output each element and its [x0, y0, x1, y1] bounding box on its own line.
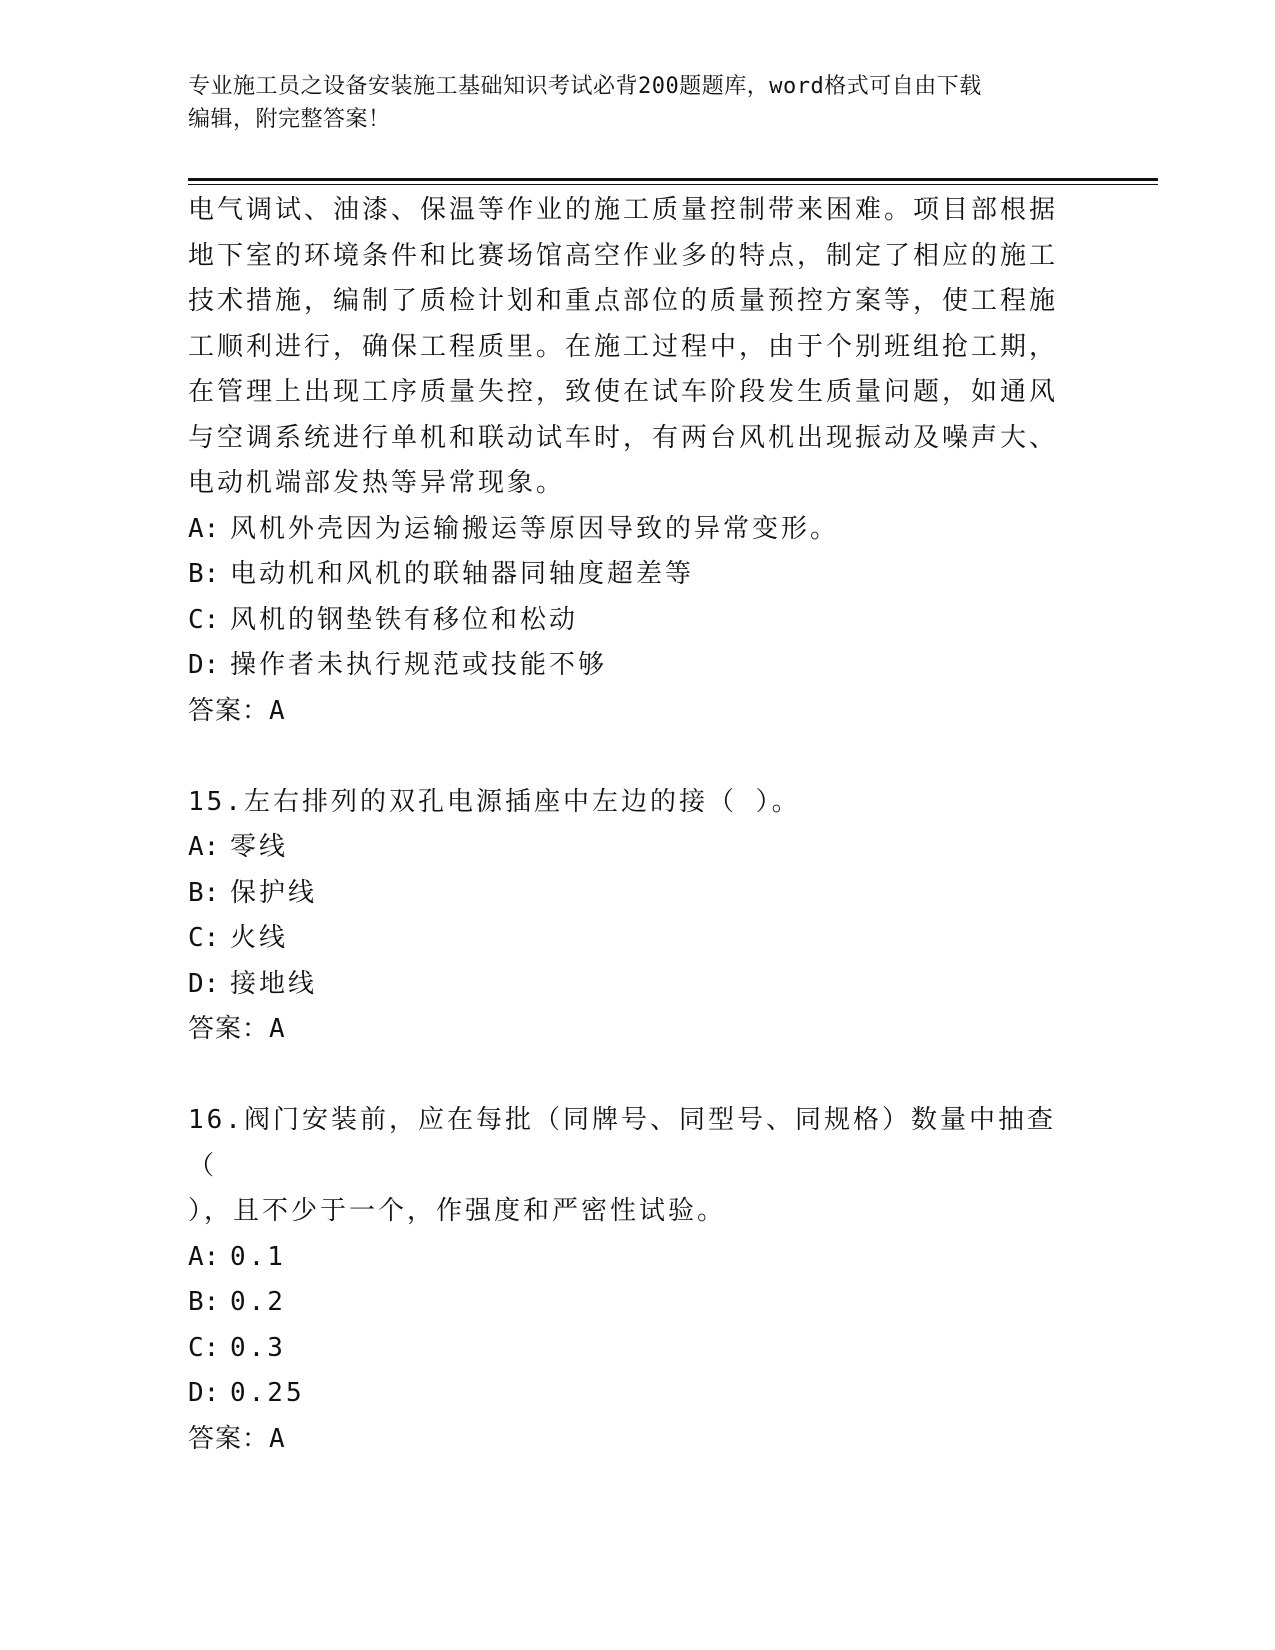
option-text: 操作者未执行规范或技能不够 [230, 650, 608, 680]
question-text-line: 与空调系统进行单机和联动试车时，有两台风机出现振动及噪声大、 [188, 422, 1059, 453]
option-key: B: [188, 877, 220, 908]
option-d [188, 643, 1068, 689]
option-text: 0.2 [230, 1287, 286, 1317]
option-key: C: [188, 923, 220, 953]
header-divider-thick [188, 178, 1158, 181]
option-key: B: [188, 559, 220, 589]
option-b [188, 1280, 1068, 1326]
option-text: 零线 [230, 832, 289, 862]
option-text: 风机外壳因为运输搬运等原因导致的异常变形。 [230, 513, 840, 544]
option-c [188, 598, 1068, 644]
question-text-line: 15.左右排列的双孔电源插座中左边的接（ ）。 [188, 786, 801, 817]
question-text-line: ），且不少于一个，作强度和严密性试验。 [188, 1196, 727, 1226]
question-text-line: 电气调试、油漆、保温等作业的施工质量控制带来困难。项目部根据 [188, 195, 1059, 225]
option-key: D: [188, 650, 220, 680]
option-text: 0.1 [230, 1241, 286, 1272]
option-key: C: [188, 1332, 220, 1363]
option-key: D: [188, 968, 220, 999]
header-line-1: 专业施工员之设备安装施工基础知识考试必背200题题库，word格式可自由下载 [188, 74, 982, 99]
option-key: B: [188, 1287, 220, 1317]
option-key: A: [188, 1241, 220, 1272]
option-a [188, 1235, 1068, 1281]
option-c [188, 1326, 1068, 1372]
answer-line: 答案：A [188, 1014, 286, 1044]
option-key: A: [188, 832, 220, 862]
document-body [188, 188, 1068, 1462]
question-16 [188, 1098, 1068, 1462]
answer-line: 答案：A [188, 1423, 286, 1454]
question-15 [188, 780, 1068, 1053]
option-text: 接地线 [230, 968, 318, 999]
option-b [188, 552, 1068, 598]
option-text: 0.25 [230, 1378, 305, 1408]
option-key: C: [188, 604, 220, 635]
option-c [188, 916, 1068, 962]
header-divider-thin [188, 184, 1158, 185]
option-key: A: [188, 513, 220, 544]
option-text: 保护线 [230, 877, 318, 908]
question-text-line: 电动机端部发热等异常现象。 [188, 468, 566, 498]
spacer [188, 1053, 1068, 1099]
answer-line: 答案：A [188, 695, 286, 726]
option-d [188, 962, 1068, 1008]
header-line-2: 编辑，附完整答案！ [188, 107, 391, 132]
question-14-continuation [188, 188, 1068, 734]
document-header [188, 70, 1088, 136]
option-a [188, 825, 1068, 871]
spacer [188, 734, 1068, 780]
option-text: 风机的钢垫铁有移位和松动 [230, 604, 579, 635]
question-text-line: 地下室的环境条件和比赛场馆高空作业多的特点，制定了相应的施工 [188, 240, 1059, 271]
option-key: D: [188, 1378, 220, 1408]
option-d [188, 1371, 1068, 1417]
option-a [188, 507, 1068, 553]
question-text-line: 技术措施，编制了质检计划和重点部位的质量预控方案等，使工程施 [188, 286, 1059, 316]
question-text-line: 工顺利进行，确保工程质里。在施工过程中，由于个别班组抢工期， [188, 331, 1059, 362]
option-text: 火线 [230, 923, 289, 953]
question-text-line: 16.阀门安装前，应在每批（同牌号、同型号、同规格）数量中抽查（ [188, 1105, 1056, 1181]
option-b [188, 871, 1068, 917]
question-text-line: 在管理上出现工序质量失控，致使在试车阶段发生质量问题，如通风 [188, 377, 1059, 407]
option-text: 电动机和风机的联轴器同轴度超差等 [230, 559, 695, 589]
option-text: 0.3 [230, 1332, 286, 1363]
